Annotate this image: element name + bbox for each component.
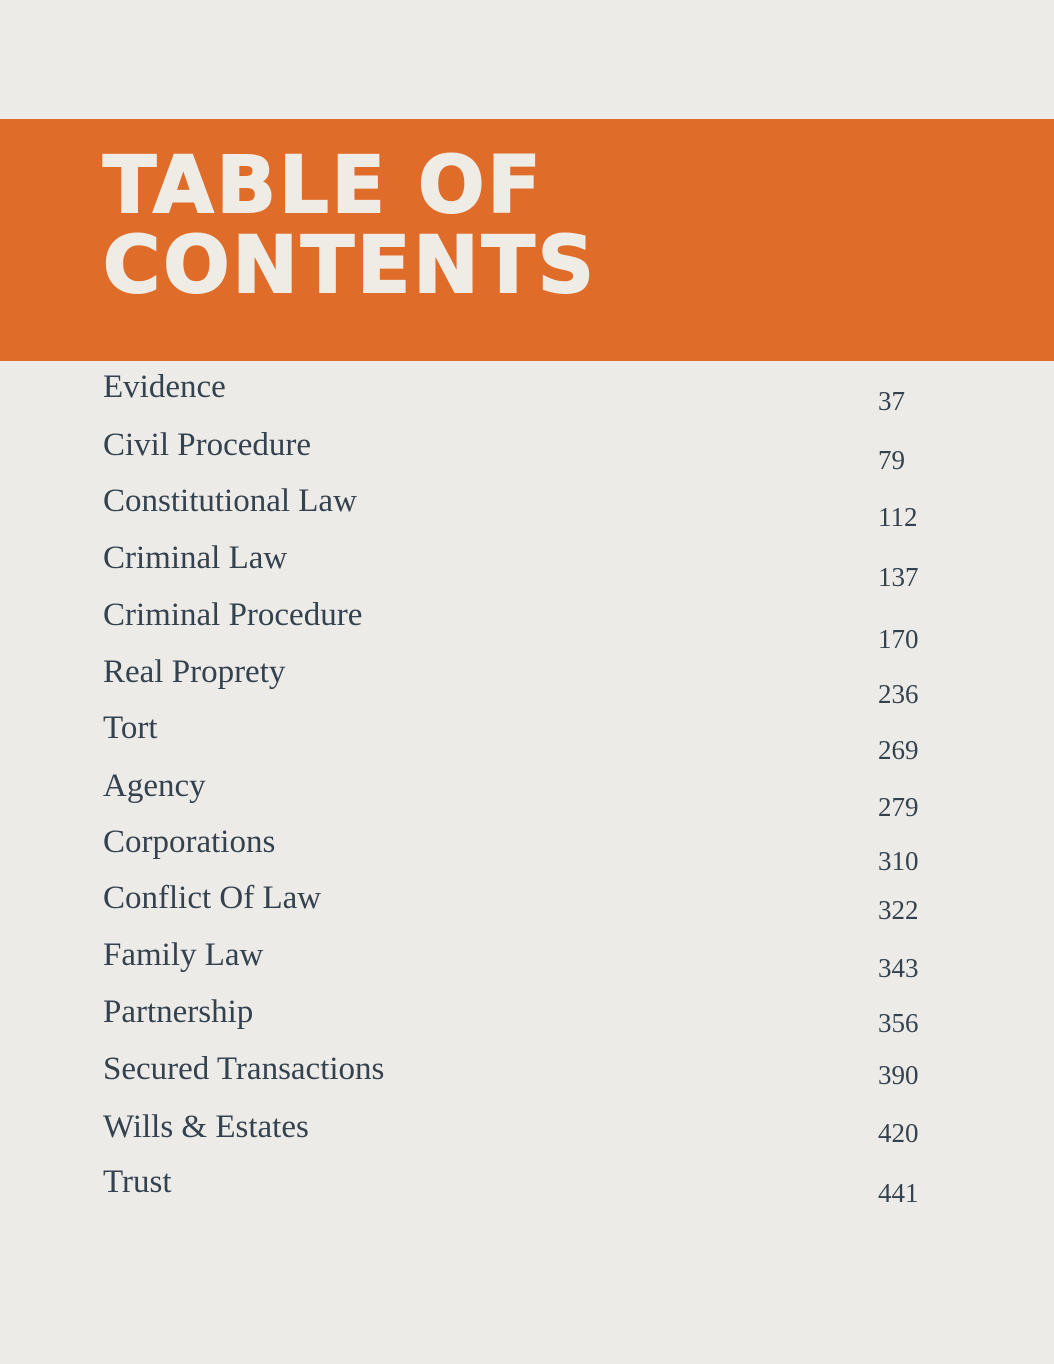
toc-entry-title: Trust bbox=[103, 1164, 172, 1200]
toc-entry-page: 37 bbox=[878, 386, 905, 416]
toc-entry-page: 112 bbox=[878, 502, 918, 532]
toc-entry-page: 390 bbox=[878, 1060, 919, 1090]
toc-entry-title: Constitutional Law bbox=[103, 483, 357, 519]
toc-entry-page: 236 bbox=[878, 679, 919, 709]
page-title-line-1: TABLE OF bbox=[103, 141, 544, 231]
toc-entry-title: Family Law bbox=[103, 937, 264, 973]
toc-entry-title: Corporations bbox=[103, 824, 276, 860]
toc-entry-title: Tort bbox=[103, 710, 158, 746]
toc-entry-page: 269 bbox=[878, 735, 919, 765]
toc-entry-page: 343 bbox=[878, 953, 919, 983]
toc-entry-page: 310 bbox=[878, 846, 919, 876]
toc-entry-title: Partnership bbox=[103, 994, 254, 1030]
toc-entry-page: 322 bbox=[878, 895, 919, 925]
toc-entry-title: Criminal Law bbox=[103, 540, 288, 576]
toc-entry-title: Conflict Of Law bbox=[103, 880, 322, 916]
toc-entry-page: 79 bbox=[878, 445, 905, 475]
toc-entry-title: Criminal Procedure bbox=[103, 597, 363, 633]
toc-entry-page: 170 bbox=[878, 624, 919, 654]
page-title-line-2: CONTENTS bbox=[103, 221, 597, 311]
toc-entry-title: Civil Procedure bbox=[103, 427, 312, 463]
toc-entry-page: 279 bbox=[878, 792, 919, 822]
toc-entry-page: 420 bbox=[878, 1118, 919, 1148]
page-title bbox=[103, 141, 597, 311]
toc-entry-page: 356 bbox=[878, 1008, 919, 1038]
toc-entry-title: Agency bbox=[103, 768, 206, 804]
toc-entry-title: Wills & Estates bbox=[103, 1109, 309, 1145]
toc-entry-title: Secured Transactions bbox=[103, 1051, 385, 1087]
toc-entry-page: 137 bbox=[878, 562, 919, 592]
toc-entry-page: 441 bbox=[878, 1178, 919, 1208]
toc-entry-title: Real Proprety bbox=[103, 654, 286, 690]
toc-entry-title: Evidence bbox=[103, 369, 226, 405]
